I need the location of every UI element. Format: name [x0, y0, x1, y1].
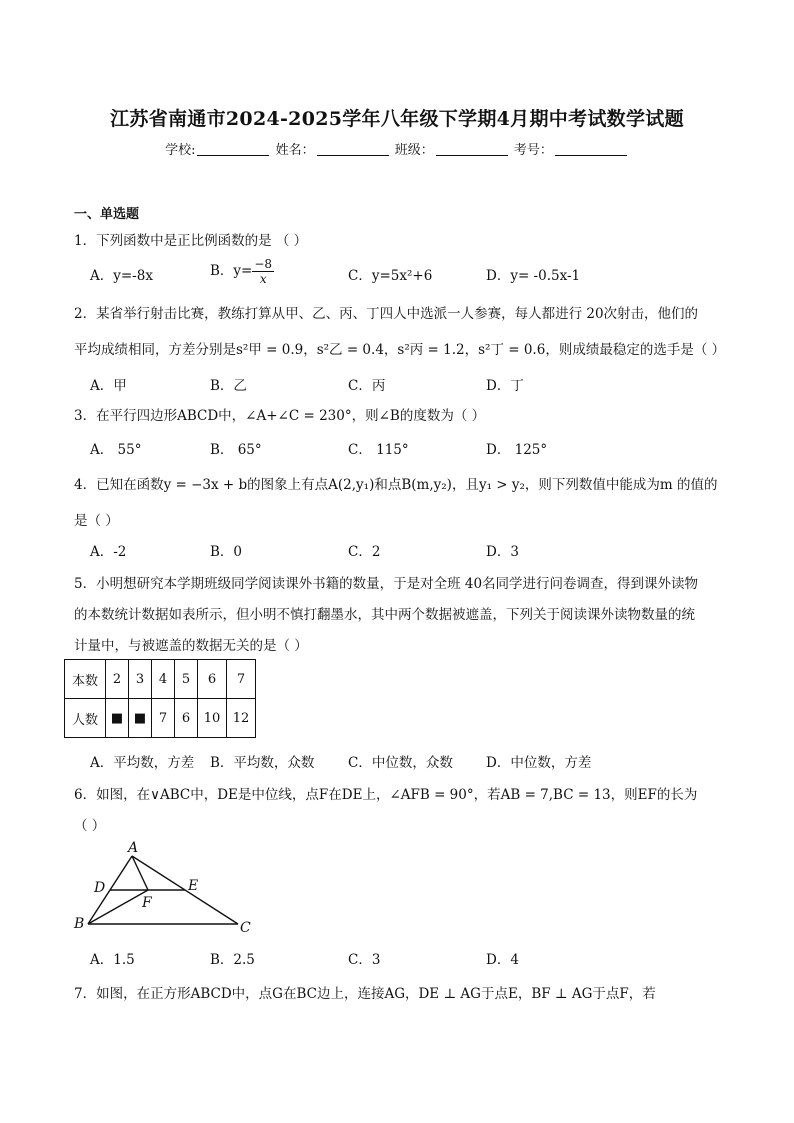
table-cell: 本数 [65, 660, 106, 699]
q5-line1: 5．小明想研究本学期班级同学阅读课外书籍的数量，于是对全班 40名同学进行问卷调查，得到课外读物 [74, 576, 699, 592]
q7-line1: 7．如图，在正方形ABCD中，点G在BC边上，连接AG，DE ⊥ AG于点E，BF ⊥ AG于点F，若 [74, 986, 656, 1002]
label-a: A [128, 840, 139, 856]
q4-option-d: D．3 [486, 544, 519, 560]
q6-option-d: D．4 [486, 952, 519, 968]
q4-option-c: C．2 [348, 544, 381, 560]
q2-option-d: D．丁 [486, 378, 524, 394]
table-cell: 6 [175, 699, 198, 738]
q1-fraction-num: −8 [254, 257, 273, 271]
q5-data-table [64, 659, 256, 738]
q6-line2: （ ） [74, 818, 106, 834]
q3-option-d: D． 125° [486, 442, 548, 458]
q5-option-d: D．中位数，方差 [486, 755, 592, 771]
q2-line2: 平均成绩相同，方差分别是s²甲 = 0.9，s²乙 = 0.4，s²丙 = 1.2，s²丁 = 0.6，则成绩最稳定的选手是（ ） [74, 342, 726, 358]
q6-line1: 6．如图，在∨ABC中，DE是中位线，点F在DE上，∠AFB = 90°，若AB = 7,BC = 13，则EF的长为 [74, 787, 698, 803]
table-cell: 10 [198, 699, 227, 738]
q6-triangle-figure [70, 836, 260, 936]
table-cell: 5 [175, 660, 198, 699]
q2-option-a: A．甲 [90, 378, 127, 394]
q1-fraction-den: x [259, 272, 267, 286]
table-cell: 12 [227, 699, 256, 738]
q6-option-b: B．2.5 [210, 952, 255, 968]
label-c: C [240, 920, 251, 936]
q5-line3: 计量中，与被遮盖的数据无关的是（ ） [74, 638, 308, 654]
q6-option-c: C．3 [348, 952, 381, 968]
student-info-line [0, 139, 794, 158]
table-cell: 7 [227, 660, 256, 699]
exam-no-label: 考号： [513, 143, 553, 158]
table-cell-covered: ■ [106, 699, 129, 738]
q3-option-a: A． 55° [90, 442, 142, 458]
q1-option-c: C．y=5x²+6 [348, 268, 433, 284]
q1-fraction [252, 257, 274, 286]
table-row [65, 660, 256, 699]
q6-option-a: A．1.5 [90, 952, 135, 968]
name-blank[interactable] [317, 142, 389, 156]
q5-option-b: B．平均数，众数 [210, 755, 315, 771]
table-cell: 2 [106, 660, 129, 699]
label-f: F [142, 895, 152, 911]
table-cell: 4 [152, 660, 175, 699]
section-title: 一、单选题 [74, 207, 140, 222]
table-cell: 人数 [65, 699, 106, 738]
q4-option-b: B．0 [210, 544, 243, 560]
q5-line2: 的本数统计数据如表所示，但小明不慎打翻墨水，其中两个数据被遮盖，下列关于阅读课外读物数量的统 [74, 607, 695, 623]
q3-option-c: C． 115° [348, 442, 409, 458]
q1-option-b [210, 257, 274, 286]
q4-line2: 是（ ） [74, 513, 119, 529]
label-d: D [94, 880, 106, 896]
class-blank[interactable] [436, 142, 508, 156]
page-title: 江苏省南通市2024-2025学年八年级下学期4月期中考试数学试题 [110, 108, 684, 130]
q2-line1: 2．某省举行射击比赛，教练打算从甲、乙、丙、丁四人中选派一人参赛，每人都进行 20次射击，他们的 [74, 306, 699, 322]
label-e: E [188, 878, 199, 894]
q1-option-b-prefix: B．y= [210, 263, 253, 279]
q3-option-b: B． 65° [210, 442, 262, 458]
exam-no-blank[interactable] [555, 142, 627, 156]
school-label: 学校: [165, 143, 196, 158]
class-label: 班级： [394, 143, 434, 158]
table-cell: 6 [198, 660, 227, 699]
school-blank[interactable] [197, 142, 269, 156]
label-b: B [74, 916, 85, 932]
q3-stem: 3．在平行四边形ABCD中，∠A+∠C = 230°，则∠B的度数为（ ） [74, 408, 486, 424]
q1-option-d: D．y= -0.5x-1 [486, 268, 581, 284]
table-row [65, 699, 256, 738]
q5-option-a: A．平均数，方差 [90, 755, 195, 771]
q5-option-c: C．中位数，众数 [348, 755, 453, 771]
q4-line1: 4．已知在函数y = −3x + b的图象上有点A(2,y₁)和点B(m,y₂)，且y₁ > y₂，则下列数值中能成为m 的值的 [74, 477, 718, 493]
name-label: 姓名： [275, 143, 315, 158]
q2-option-b: B．乙 [210, 378, 247, 394]
q1-stem: 1．下列函数中是正比例函数的是 （ ） [74, 233, 308, 249]
q1-option-a: A．y=-8x [90, 268, 153, 284]
q4-option-a: A．-2 [90, 544, 127, 560]
table-cell: 7 [152, 699, 175, 738]
table-cell-covered: ■ [129, 699, 152, 738]
table-cell: 3 [129, 660, 152, 699]
q2-option-c: C．丙 [348, 378, 386, 394]
